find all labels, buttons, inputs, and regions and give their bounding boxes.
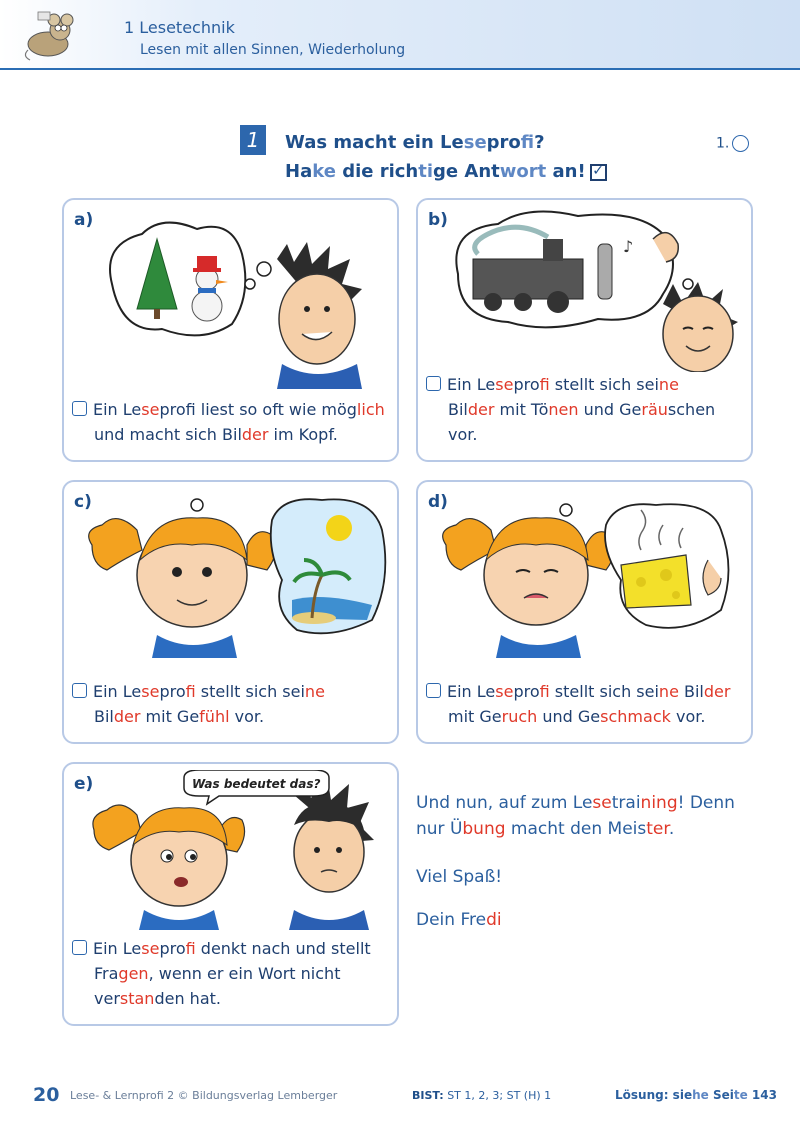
card-letter: c): [74, 492, 92, 512]
page-number: 20: [33, 1084, 60, 1106]
card-a: [62, 198, 399, 462]
girl-imagining-cheese-smell-illustration: [436, 490, 746, 658]
girl-imagining-beach-illustration: [82, 490, 392, 658]
card-d: [416, 480, 753, 744]
card-letter: a): [74, 210, 94, 230]
greeting: Viel Spaß!: [416, 867, 503, 887]
svg-text:♪: ♪: [623, 237, 634, 256]
answer-checkbox[interactable]: [72, 940, 87, 955]
boy-thinking-snowman-illustration: [102, 214, 392, 389]
task-instruction: Hake die richtige Antwort an! ✓: [285, 161, 607, 182]
card-letter: d): [428, 492, 448, 512]
chapter-title: 1 Lesetechnik: [124, 18, 235, 37]
option-text: Ein Leseprofi stellt sich seine Bilder mit Tönen und Geräuschen vor.: [426, 372, 748, 447]
card-c: [62, 480, 399, 744]
card-b: [416, 198, 753, 462]
solution-reference: Lösung: siehe Seite 143: [615, 1088, 777, 1102]
outro-paragraph: Und nun, auf zum Lesetraining! Denn nur Übung macht den Meister.: [416, 793, 735, 839]
checked-box-icon: ✓: [590, 164, 607, 181]
option-text: Ein Leseprofi denkt nach und stellt Fragen, wenn er ein Wort nicht verstanden hat.: [72, 936, 394, 1011]
option-text: Ein Leseprofi liest so oft wie möglich und macht sich Bilder im Kopf.: [72, 397, 394, 447]
card-letter: e): [74, 774, 94, 794]
answer-checkbox[interactable]: [72, 401, 87, 416]
chapter-subtitle: Lesen mit allen Sinnen, Wiederholung: [140, 42, 406, 58]
signature: Dein Fredi: [416, 910, 502, 930]
speech-bubble-text: Was bedeutet das?: [192, 777, 321, 791]
mouse-mascot-icon: [20, 6, 80, 64]
answer-checkbox[interactable]: [72, 683, 87, 698]
boy-imagining-train-sound-illustration: [448, 204, 748, 372]
answer-checkbox[interactable]: [426, 376, 441, 391]
task-question: Was macht ein Leseprofi?: [285, 132, 545, 153]
card-e: [62, 762, 399, 1026]
option-text: Ein Leseprofi stellt sich seine Bilder mit Gefühl vor.: [72, 679, 394, 729]
option-text: Ein Leseprofi stellt sich seine Bilder mit Geruch und Geschmack vor.: [426, 679, 748, 729]
task-number: 1: [240, 125, 266, 155]
card-letter: b): [428, 210, 448, 230]
points-field: 1.: [716, 135, 749, 152]
copyright-text: Lese- & Lernprofi 2 © Bildungsverlag Lemberger: [70, 1089, 338, 1102]
girl-asking-boy-illustration: [89, 770, 389, 930]
page-header: [0, 0, 800, 70]
answer-checkbox[interactable]: [426, 683, 441, 698]
points-circle[interactable]: [732, 135, 749, 152]
bist-reference: BIST: ST 1, 2, 3; ST (H) 1: [412, 1089, 552, 1102]
